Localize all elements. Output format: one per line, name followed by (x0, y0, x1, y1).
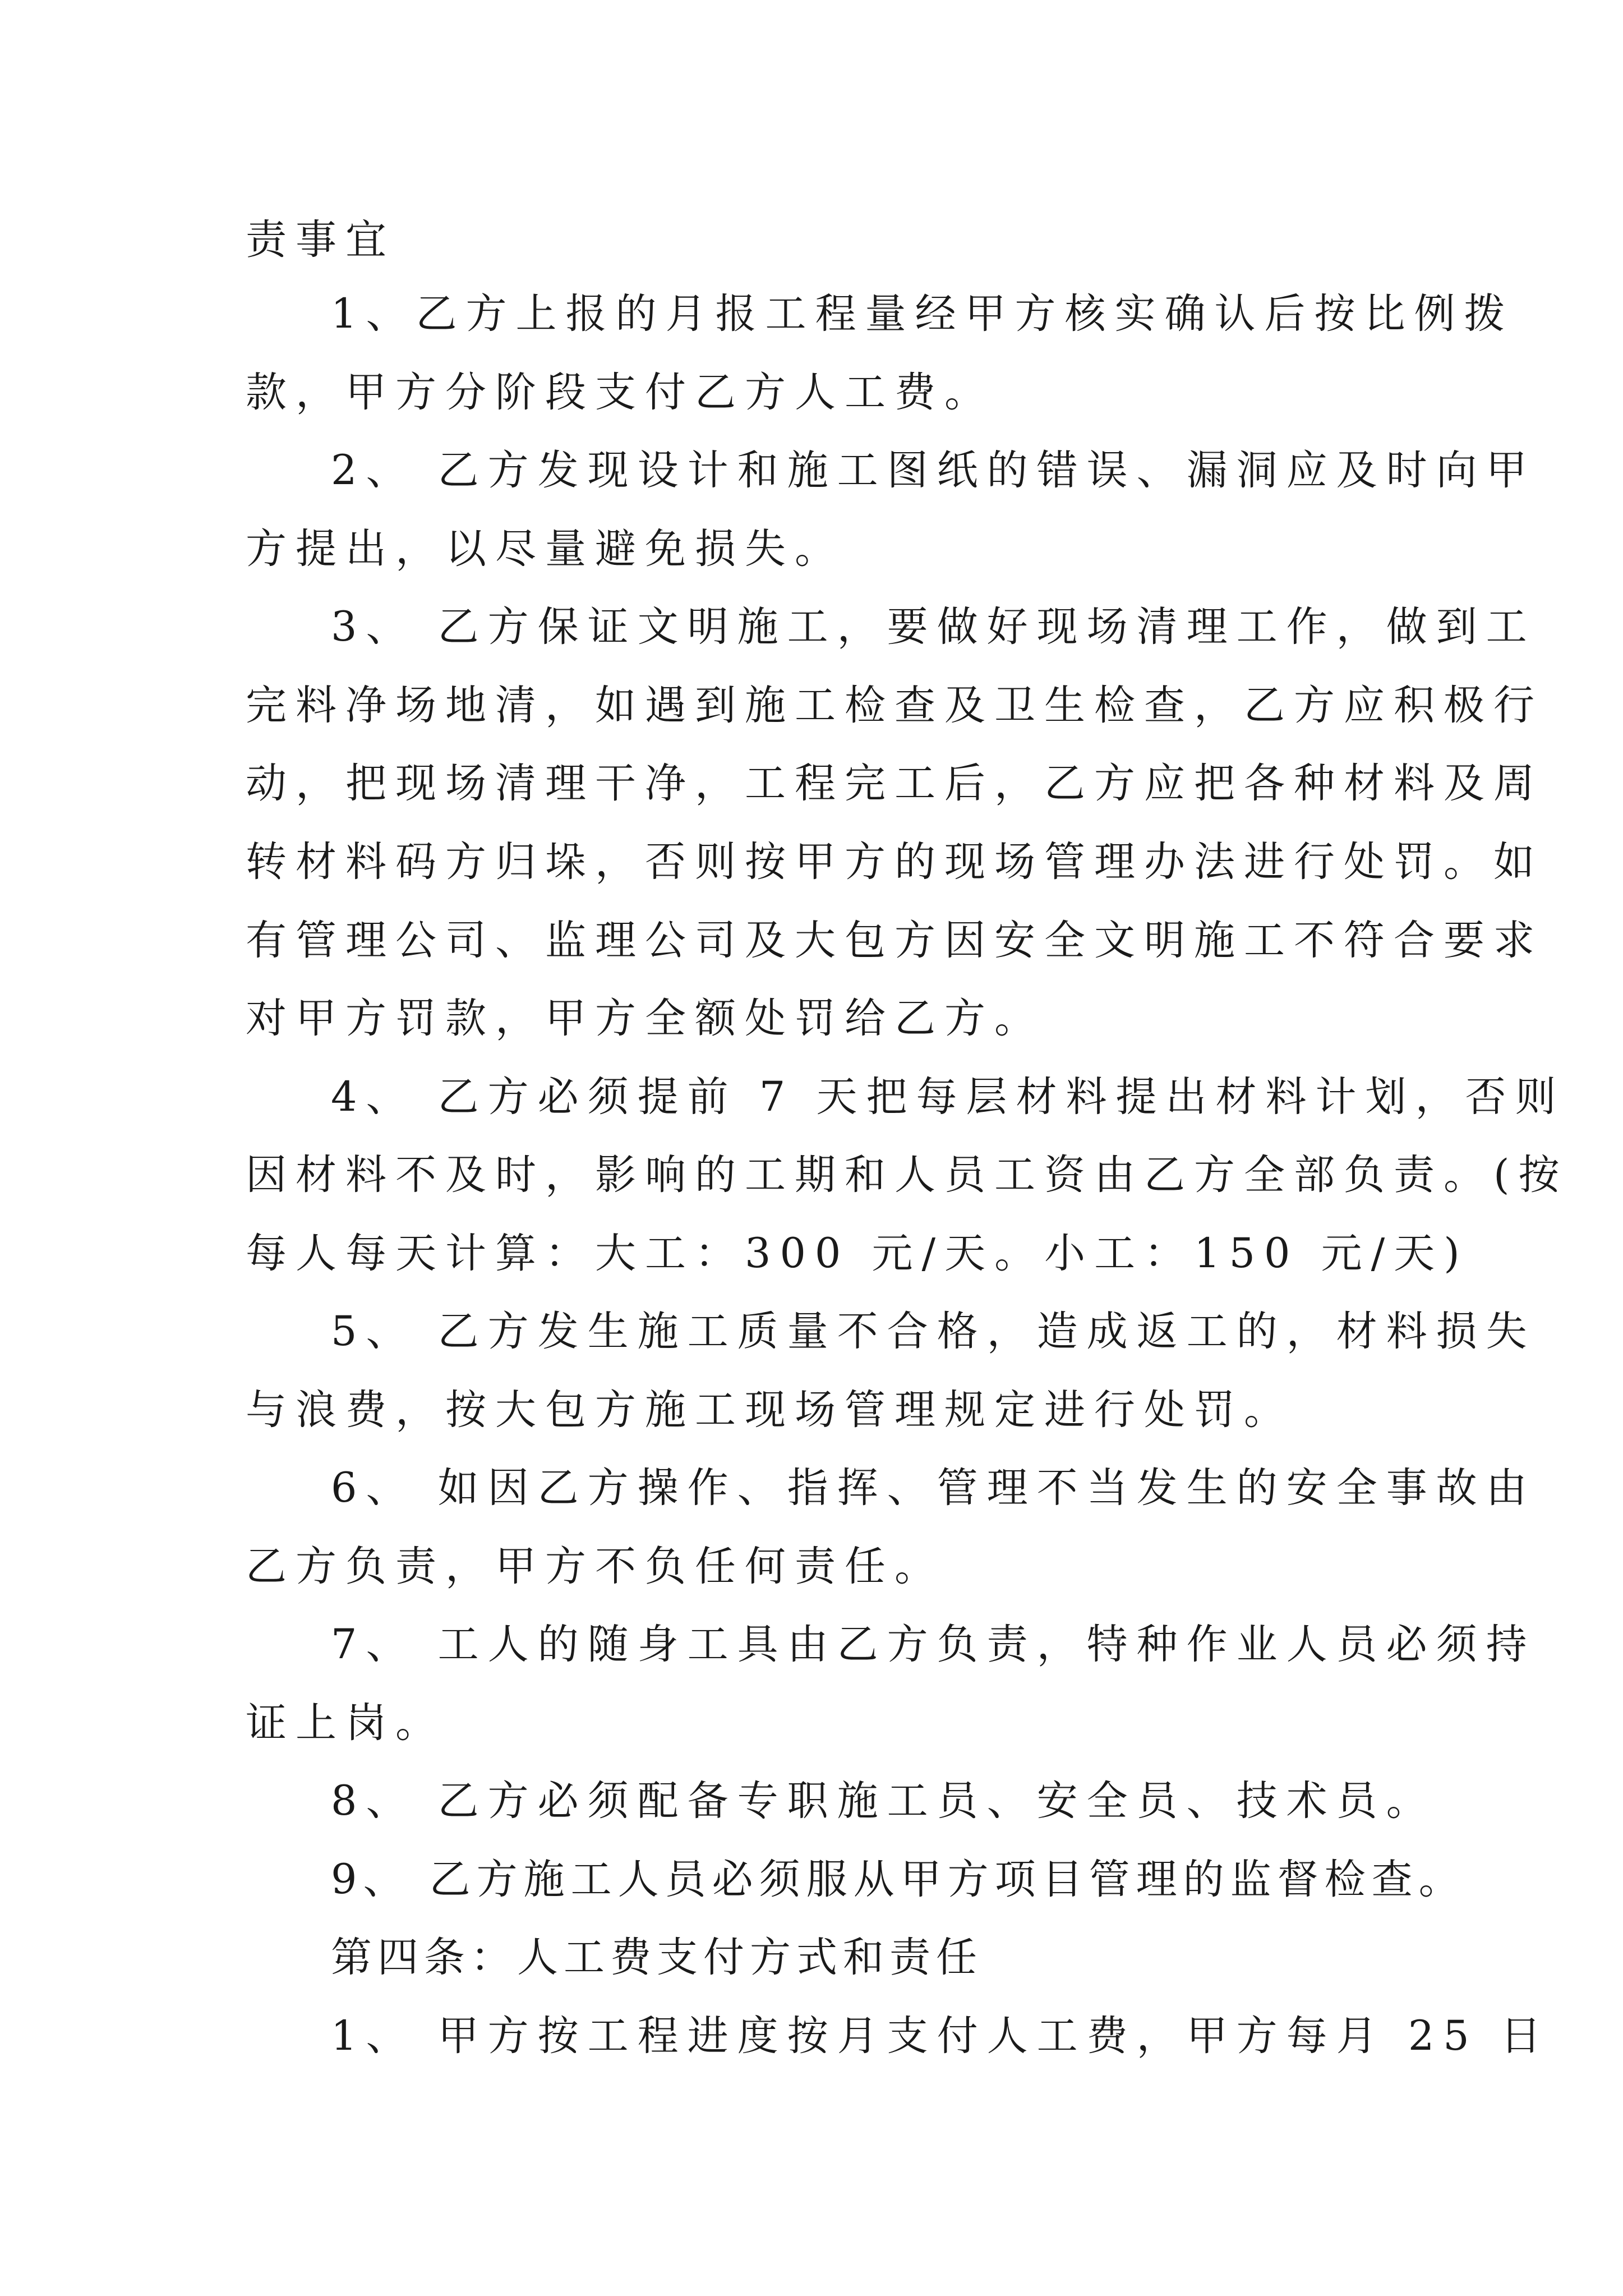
clause-6-line-2: 乙方负责，甲方不负任何责任。 (246, 1543, 944, 1590)
clause-9-line: 9、 乙方施工人员必须服从甲方项目管理的监督检查。 (331, 1856, 1466, 1903)
clause-3-line-4: 转材料码方归垛，否则按甲方的现场管理办法进行处罚。如 (246, 838, 1543, 886)
clause-4-line-2: 因材料不及时，影响的工期和人员工资由乙方全部负责。(按 (246, 1151, 1569, 1199)
payment-clause-1-line-1: 1、 甲方按工程进度按月支付人工费，甲方每月 25 日 (331, 2012, 1550, 2060)
clause-6-line-1: 6、 如因乙方操作、指挥、管理不当发生的安全事故由 (331, 1464, 1536, 1512)
clause-1-line-2: 款，甲方分阶段支付乙方人工费。 (246, 369, 994, 416)
clause-3-line-3: 动，把现场清理干净，工程完工后，乙方应把各种材料及周 (246, 760, 1543, 807)
clause-7-line-1: 7、 工人的随身工具由乙方负责，特种作业人员必须持 (331, 1621, 1536, 1668)
text-line: 责事宜 (246, 216, 395, 264)
clause-5-line-1: 5、 乙方发生施工质量不合格，造成返工的，材料损失 (331, 1308, 1536, 1355)
clause-1-line-1: 1、乙方上报的月报工程量经甲方核实确认后按比例拨 (331, 290, 1514, 338)
section-heading: 第四条：人工费支付方式和责任 (331, 1934, 983, 1981)
clause-7-line-2: 证上岗。 (246, 1699, 445, 1747)
clause-3-line-2: 完料净场地清，如遇到施工检查及卫生检查，乙方应积极行 (246, 682, 1543, 729)
clause-4-line-1: 4、 乙方必须提前 7 天把每层材料提出材料计划，否则 (331, 1073, 1565, 1121)
clause-3-line-1: 3、 乙方保证文明施工，要做好现场清理工作，做到工 (331, 603, 1536, 651)
clause-5-line-2: 与浪费，按大包方施工现场管理规定进行处罚。 (246, 1386, 1294, 1434)
clause-3-line-5: 有管理公司、监理公司及大包方因安全文明施工不符合要求 (246, 917, 1543, 964)
clause-2-line-2: 方提出，以尽量避免损失。 (246, 525, 845, 573)
clause-8-line: 8、 乙方必须配备专职施工员、安全员、技术员。 (331, 1777, 1436, 1825)
clause-3-line-6: 对甲方罚款，甲方全额处罚给乙方。 (246, 995, 1044, 1042)
clause-2-line-1: 2、 乙方发现设计和施工图纸的错误、漏洞应及时向甲 (331, 447, 1536, 494)
clause-4-line-3: 每人每天计算：大工：300 元/天。小工：150 元/天) (246, 1230, 1469, 1277)
